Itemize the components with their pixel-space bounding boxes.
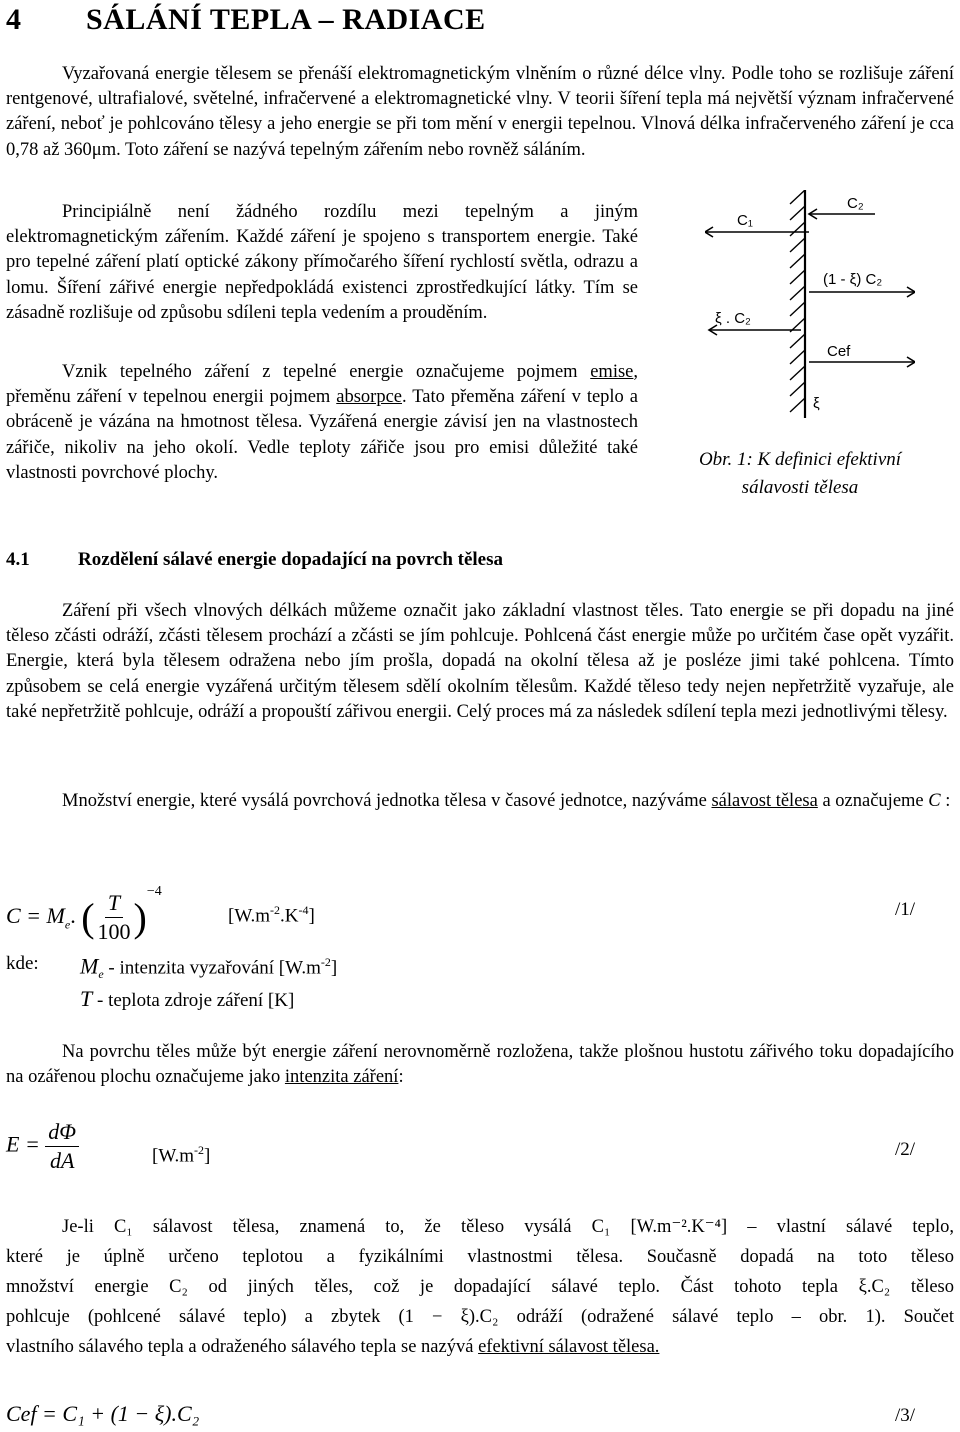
label-c2: C₂ [847, 195, 864, 212]
chapter-heading [6, 0, 486, 40]
section-heading [6, 547, 503, 573]
intro-paragraph-2: Principiálně není žádného rozdílu mezi tepelným a jiným elektromagnetickým zářením. Každé záření je spojeno s transportem energie. Také pro tepelné záření platí optické zákony přímočarého šíření rychlostí světla, odrazu a lomu. Šíření zářivé energie nepředpokládá existenci zprostředkující látky. Tím se zásadně rozlišuje od způsobu sdíleni tepla vedením a prouděním. [6, 202, 638, 323]
label-reflected: (1 - ξ) C₂ [823, 271, 883, 288]
section-title: Rozdělení sálavé energie dopadající na povrch tělesa [78, 549, 504, 570]
equation-3-tag: /3/ [895, 1405, 916, 1426]
equation-1-tag: /1/ [895, 899, 916, 920]
kde-label: kde: [6, 953, 39, 974]
definition-me: $M_e$ - intenzita vyzařování $[W.m^{-2}]$ [80, 953, 338, 982]
radiation-figure [705, 190, 915, 420]
section-number: 4.1 [6, 549, 30, 570]
body-paragraph-1: Záření při všech vlnových délkách můžeme označit jako základní vlastnost těles. Tato energie se při dopadu na jiné těleso zčásti odráží, zčásti tělesem prochází a zčásti se jím pohlcuje. Pohlcená část energie může po určitém čase opět vyzářit. Energie, která byla tělesem odražena nebo jím prošla, dopadá na okolní tělesa až je posléze jimi také pohlcena. Tímto způsobem se celá energie vyzářená určitým tělesem sdělí okolním tělesům. Každé těleso tedy nejen nepřetržitě vyzařuje, ale také nepřetržitě pohlcuje, odráží a propouští zářivou energii. Celý proces má za následek sdílení tepla mezi jednotlivými tělesy. [6, 601, 954, 722]
equation-3: Cef = C₁ + (1 − ξ).C₂ [6, 1401, 200, 1426]
body-paragraph-2: Množství energie, které vysálá povrchová jednotka tělesa v časové jednotce, nazýváme sálavost tělesa a označujeme C : [62, 791, 951, 811]
term-emise: emise [590, 362, 634, 382]
label-absorbed: ξ . C₂ [715, 310, 751, 327]
intro-paragraph-3: Vznik tepelného záření z tepelné energie označujeme pojmem emise, přeměnu záření v tepelnou energii pojmem absorpce. Tato přeměna záření v teplo a obráceně je vázána na hmotnost tělesa. Vyzářená energie závisí jen na vlastnostech zářiče, nikoliv na jeho okolí. Vedle teploty zářiče jsou pro emisi důležité také vlastnosti povrchové plochy. [6, 362, 638, 483]
label-xi: ξ [813, 395, 820, 412]
equation-1: $C = M_e$. ( $\frac{T}{100}$ )$^{-4}$ [6, 884, 162, 945]
chapter-title: SÁLÁNÍ TEPLA – RADIACE [86, 3, 486, 36]
chapter-number: 4 [6, 3, 22, 36]
definition-t: T - teplota zdroje záření [K] [80, 986, 295, 1011]
term-absorpce: absorpce [336, 387, 403, 408]
body-paragraph-4: Je-li C₁ sálavost tělesa, znamená to, že těleso vysálá C₁ [W.m⁻².K⁻⁴] – vlastní sálavé teplo, které je úplně určeno teplotou a fyzikálními vlastnostmi tělesa. Současně dopadá na toto těleso množství energie C₂ od jiných těles, což je dopadající sálavé teplo. Část tohoto tepla ξ.C₂ těleso pohlcuje (pohlcené sálavé teplo) a zbytek (1 − ξ).C₂ odráží (odražené sálavé teplo – obr. 1). Součet vlastního sálavého tepla a odraženého sálavého tepla se nazývá efektivní sálavost tělesa. [6, 1217, 954, 1357]
label-c1: C₁ [737, 212, 753, 229]
wall-hatching [790, 190, 805, 412]
equation-2-unit: $[W.m^{-2}]$ [152, 1143, 211, 1167]
body-paragraph-3: Na povrchu těles může být energie záření nerovnoměrně rozložena, takže plošnou hustotu zářivého toku dopadajícího na ozářenou plochu označujeme jako intenzita záření: [6, 1042, 954, 1088]
term-efektivni-salavost: efektivní sálavost tělesa. [478, 1337, 660, 1357]
figure-caption: Obr. 1: K definici efektivní sálavosti tělesa [698, 449, 902, 498]
label-cef: Cef [827, 343, 851, 360]
equation-2: E = $\frac{d\Phi}{dA}$ [6, 1118, 79, 1175]
term-salavost: sálavost tělesa [711, 791, 818, 811]
term-intenzita: intenzita záření [284, 1067, 399, 1088]
equation-1-unit: $[W.m^{-2}.K^{-4}]$ [228, 903, 315, 927]
intro-paragraph-1: Vyzařovaná energie tělesem se přenáší elektromagnetickým vlněním o různé délce vlny. Podle toho se rozlišuje záření rentgenové, ultrafialové, světelné, infračervené a elektromagnetické vlny. V teorii šíření tepla má největší význam infračervené záření, neboť je pohlcováno tělesy a jeho energie se při tom mění v energii tepelnou. Vlnová délka infračerveného záření je cca 0,78 až 360μm. Toto záření se nazývá tepelným zářením nebo rovněž sáláním. [6, 64, 954, 160]
equation-2-tag: /2/ [895, 1139, 916, 1160]
